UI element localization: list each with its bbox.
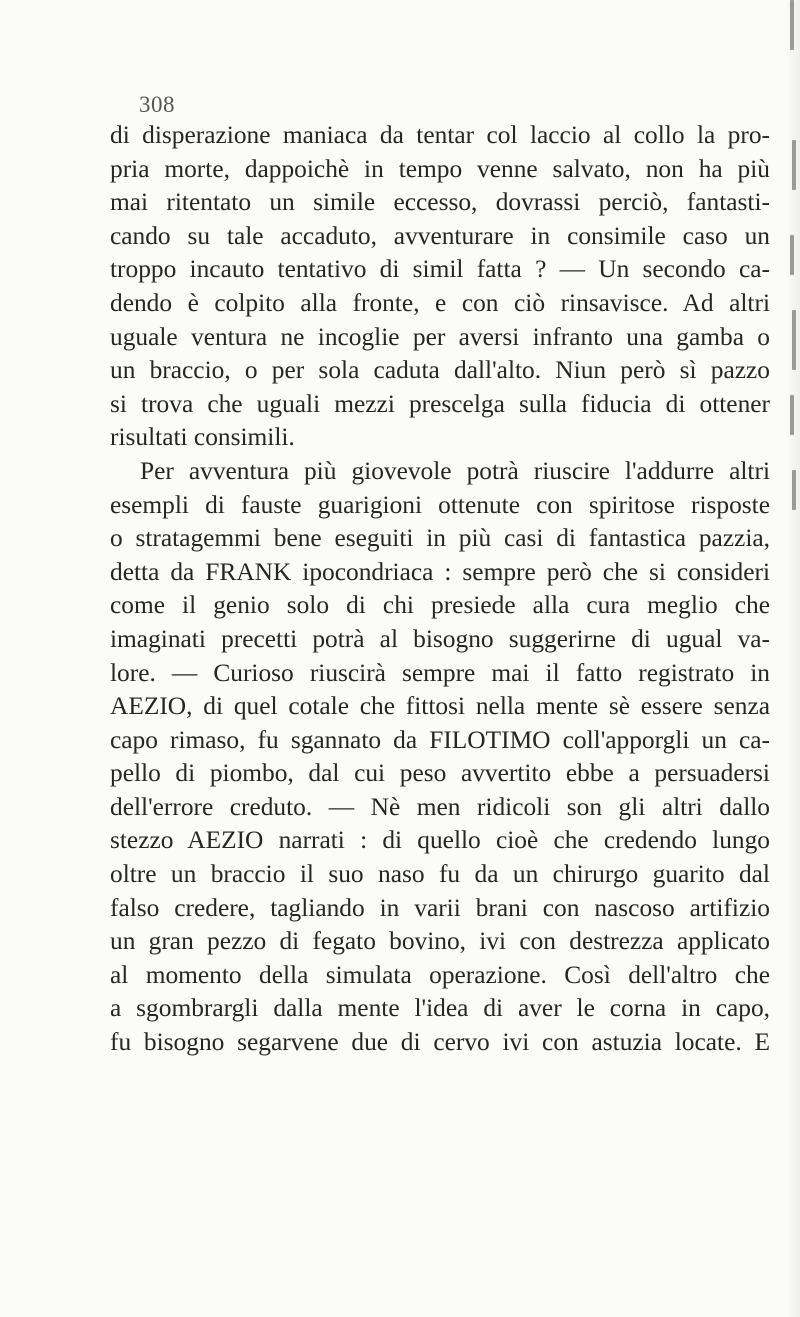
text-line: al momento della simulata operazione. Così dell'altro che <box>110 960 770 989</box>
text-line: lore. — Curioso riuscirà sempre mai il fatto registrato in <box>110 658 770 687</box>
page-number: 308 <box>139 92 175 117</box>
page-edge-shadow <box>786 0 800 1317</box>
text-line: stezzo AEZIO narrati : di quello cioè che credendo lungo <box>110 826 770 855</box>
text-line: falso credere, tagliando in varii brani con nascoso artifizio <box>110 893 770 922</box>
text-line: risultati consimili. <box>110 423 295 452</box>
text-line: troppo incauto tentativo di simil fatta ? — Un secondo ca- <box>110 255 770 284</box>
text-line: di disperazione maniaca da tentar col laccio al collo la pro- <box>110 121 770 149</box>
text-line: dell'errore creduto. — Nè men ridicoli son gli altri dallo <box>110 792 770 821</box>
text-line: oltre un braccio il suo naso fu da un chirurgo guarito dal <box>110 860 770 889</box>
text-line: pello di piombo, dal cui peso avvertito ebbe a persuadersi <box>110 759 770 788</box>
text-line: AEZIO, di quel cotale che fittosi nella mente sè essere senza <box>110 692 770 721</box>
text-line: un braccio, o per sola caduta dall'alto. Niun però sì pazzo <box>110 356 770 385</box>
text-line: uguale ventura ne incoglie per aversi infranto una gamba o <box>110 322 770 351</box>
text-line: capo rimaso, fu sgannato da FILOTIMO coll'apporgli un ca- <box>110 725 770 754</box>
text-line: Per avventura più giovevole potrà riuscire l'addurre altri <box>140 456 770 485</box>
text-line: o stratagemmi bene eseguiti in più casi di fantastica pazzia, <box>110 524 770 553</box>
text-line: detta da FRANK ipocondriaca : sempre però che si consideri <box>110 557 770 586</box>
text-line: mai ritentato un simile eccesso, dovrassi perciò, fantasti- <box>110 188 770 217</box>
text-line: pria morte, dappoichè in tempo venne salvato, non ha più <box>110 154 770 183</box>
text-line: come il genio solo di chi presiede alla cura meglio che <box>110 591 770 620</box>
text-line: fu bisogno segarvene due di cervo ivi con astuzia locate. E <box>110 1028 770 1057</box>
text-line: un gran pezzo di fegato bovino, ivi con destrezza applicato <box>110 927 770 956</box>
page-edge-mark <box>792 310 796 370</box>
page-edge-mark <box>790 0 794 50</box>
text-line: a sgombrargli dalla mente l'idea di aver le corna in capo, <box>110 994 770 1023</box>
text-line: esempli di fauste guarigioni ottenute con spiritose risposte <box>110 490 770 519</box>
text-line: imaginati precetti potrà al bisogno suggerirne di ugual va- <box>110 624 770 653</box>
page-edge-mark <box>790 395 794 435</box>
text-line: cando su tale accaduto, avventurare in consimile caso un <box>110 221 770 250</box>
page-edge-mark <box>792 470 796 510</box>
body-text <box>110 119 770 1060</box>
text-line: si trova che uguali mezzi prescelga sulla fiducia di ottener <box>110 389 770 418</box>
page-edge-mark <box>790 235 794 275</box>
text-line: dendo è colpito alla fronte, e con ciò rinsavisce. Ad altri <box>110 288 770 317</box>
page-edge-mark <box>792 140 796 190</box>
